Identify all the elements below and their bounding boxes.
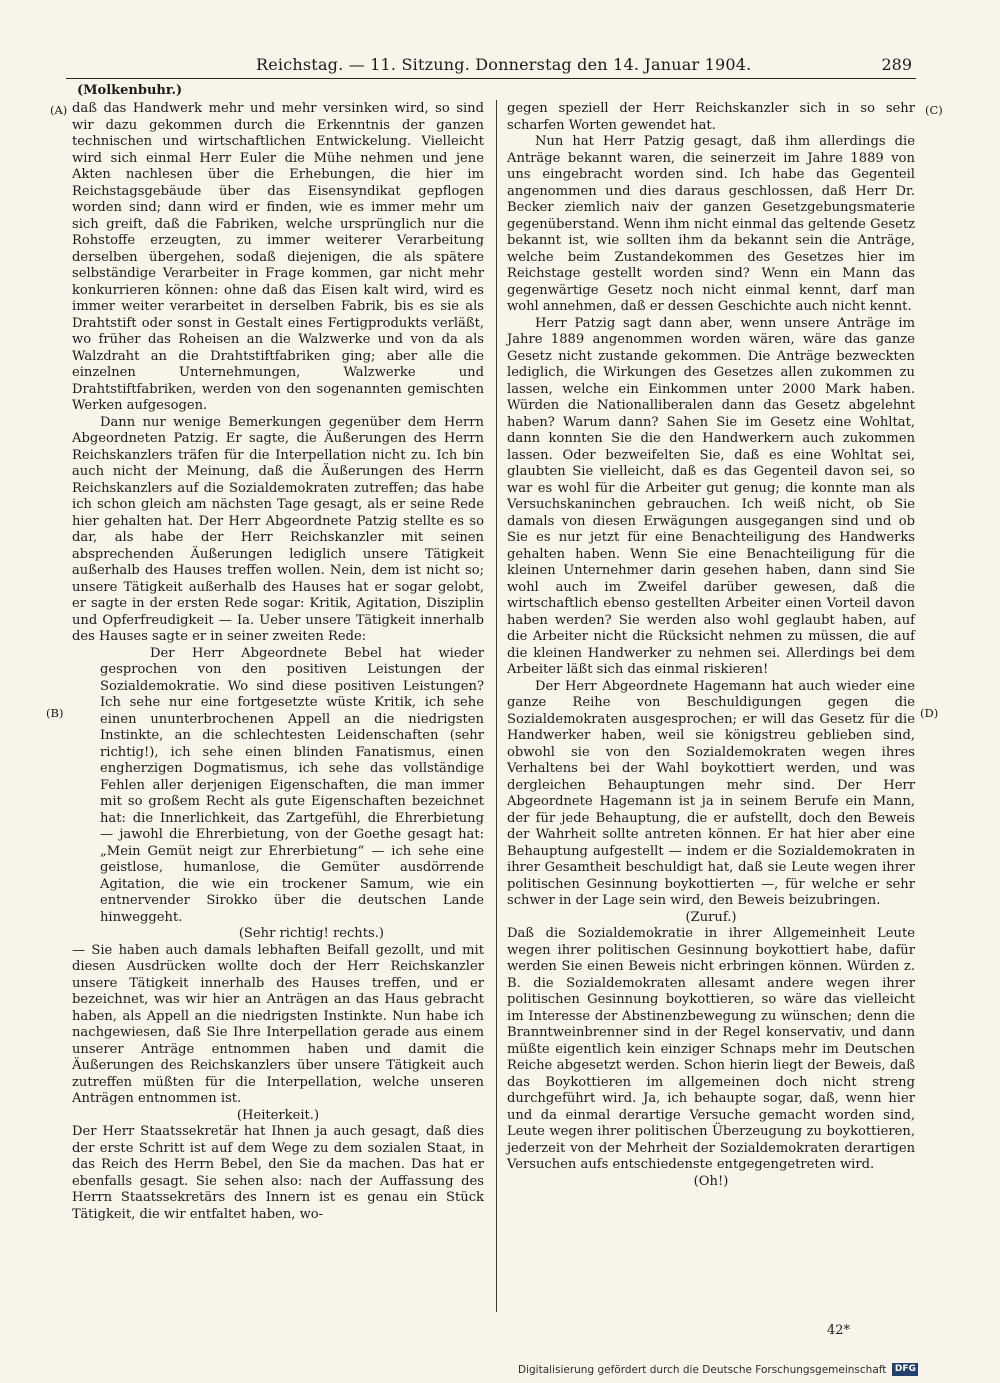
speaker-label: (Molkenbuhr.) [77,83,183,98]
paragraph: gegen speziell der Herr Reichskanzler sich in so sehr scharfen Worten gewendet hat. [507,101,915,133]
margin-marker-d: (D) [920,706,939,720]
dfg-logo-icon: DFG [892,1363,918,1376]
header-rule [66,78,916,79]
sheet-signature: 42* [827,1323,851,1338]
interjection: (Zuruf.) [685,909,737,925]
paragraph: daß das Handwerk mehr und mehr versinken wird, so sind wir dazu gekommen durch die Erkenntnis der ganzen technischen und wirtschaftlichen Entwickelung. Vielleicht wird sich einmal Herr Euler die Mühe nehmen und jene Akten nachlesen über die Erhebungen, die hier im Reichstagsgebäude über das Eisensyndikat gepflogen worden sind; dann wird er finden, wie es immer mehr um sich greift, daß die Fabriken, welche ursprünglich nur die Rohstoffe erzeugten, zu immer weiterer Verarbeitung derselben übergehen, sodaß diejenigen, die als spätere selbständige Verarbeiter in Frage kommen, gar nicht mehr konkurrieren können: ohne daß das Eisen kalt wird, wird es immer weiter verarbeitet in derselben Fabrik, bis es sie als Drahtstift oder sonst in Gestalt eines Fertigprodukts verläßt, wo früher das Roheisen an die Walzwerke und von da als Walzdraht an die Drahtstiftfabriken ging; aber alle die einzelnen Unternehmungen, Walzwerke und Drahtstiftfabriken, werden von den sogenannten gemischten Werken aufgesogen. [72,101,484,413]
left-column [72,101,484,1223]
margin-marker-c: (C) [925,103,943,117]
block-quote: Der Herr Abgeordnete Bebel hat wieder gesprochen von den positiven Leistungen der Sozialdemokratie. Wo sind diese positiven Leistungen? Ich sehe nur eine fortgesetzte wüste Kritik, ich sehe einen ununterbrochenen Appell an die niedrigsten Instinkte, an die schlechtesten Leidenschaften (sehr richtig!), ich sehe einen blinden Fanatismus, einen engherzigen Dogmatismus, ich sehe das vollständige Fehlen aller derjenigen Eigenschaften, die man immer mit so großem Recht als gute Eigenschaften bezeichnet hat: die Innerlichkeit, das Zartgefühl, die Ehrerbietung — jawohl die Ehrerbietung, von der Goethe gesagt hat: „Mein Gemüt neigt zur Ehrerbietung“ — ich sehe eine geistlose, humanlose, die Gemüter ausdörrende Agitation, die wie ein trockener Samum, wie ein entnervender Sirokko über die deutschen Lande hinweggeht. [100,645,484,925]
margin-marker-a: (A) [50,103,68,117]
interjection: (Oh!) [693,1173,729,1189]
interjection: (Sehr richtig! rechts.) [238,926,384,941]
paragraph: Nun hat Herr Patzig gesagt, daß ihm allerdings die Anträge bekannt waren, die seinerzeit im Jahre 1889 von uns eingebracht worden sind. Ich habe das Gegenteil angenommen und dies daraus geschlossen, daß Herr Dr. Becker ziemlich naiv der ganzen Gesetzgebungsmaterie gegenüberstand. Wenn ihm nicht einmal das geltende Gesetz bekannt ist, wie sollten ihm da bekannt sein die Anträge, welche beim Zustandekommen des Gesetzes hier im Reichstage gestellt worden sind? Wenn ein Mann das gegenwärtige Gesetz noch nicht einmal kennt, darf man wohl annehmen, daß er dessen Geschichte auch nicht kennt. [507,134,915,314]
running-title: Reichstag. — 11. Sitzung. Donnerstag den 14. Januar 1904. [256,55,752,74]
column-divider [496,100,497,1312]
footer [518,1363,918,1376]
paragraph: Dann nur wenige Bemerkungen gegenüber dem Herrn Abgeordneten Patzig. Er sagte, die Äußerungen des Herrn Reichskanzlers träfen für die Interpellation nicht zu. Ich bin auch nicht der Meinung, daß die Äußerungen des Herrn Reichskanzlers auf die Sozialdemokraten zutreffen; das habe ich schon gleich am nächsten Tage gesagt, als er seine Rede hier gehalten hat. Der Herr Abgeordnete Patzig stellte es so dar, als habe der Herr Reichskanzler mit seinen absprechenden Äußerungen lediglich unsere Tätigkeit außerhalb des Hauses treffen wollen. Nein, dem ist nicht so; unsere Tätigkeit außerhalb des Hauses hat er sogar gelobt, er sagte in der ersten Rede sogar: Kritik, Agitation, Disziplin und Opferfreudigkeit — Ia. Ueber unsere Tätigkeit innerhalb des Hauses sagte er in seiner zweiten Rede: [72,414,484,644]
right-column [507,101,915,1190]
paragraph: Daß die Sozialdemokratie in ihrer Allgemeinheit Leute wegen ihrer politischen Gesinnung boykottiert habe, dafür werden Sie einen Beweis nicht erbringen können. Würden z. B. die Sozialdemokraten allesamt andere wegen ihrer politischen Gesinnung boykottieren, so wäre das vielleicht im Interesse der Abstinenzbewegung zu wünschen; denn die Branntweinbrenner sind in der Regel konservativ, und dann müßte eigentlich kein einziger Schnaps mehr im Deutschen Reiche abgesetzt werden. Schon hierin liegt der Beweis, daß das Boykottieren im allgemeinen doch nicht streng durchgeführt wird. Ja, ich behaupte sogar, daß, wenn hier und da einmal derartige Versuche gemacht worden sind, Leute wegen ihrer politischen Überzeugung zu boykottieren, jederzeit von der Mehrheit der Sozialdemokraten derartigen Versuchen aufs entschiedenste entgegengetreten wird. [507,926,915,1172]
page-number: 289 [881,55,912,74]
interjection: (Heiterkeit.) [236,1107,320,1123]
footer-credit: Digitalisierung gefördert durch die Deutsche Forschungsgemeinschaft [518,1363,887,1376]
running-header [66,55,912,77]
margin-marker-b: (B) [46,706,64,720]
paragraph: — Sie haben auch damals lebhaften Beifall gezollt, und mit diesen Ausdrücken wollte doch der Herr Reichskanzler unsere Tätigkeit innerhalb des Hauses treffen, und er bezeichnet, was wir hier an Anträgen an das Haus gebracht haben, als Appell an die niedrigsten Instinkte. Nun habe ich nachgewiesen, daß Sie Ihre Interpellation gerade aus einem unserer Anträge entnommen haben und damit die Äußerungen des Reichskanzlers über unsere Tätigkeit auch zutreffen müßten für die Interpellation, welche unseren Anträgen entnommen ist. [72,942,484,1106]
paragraph: Herr Patzig sagt dann aber, wenn unsere Anträge im Jahre 1889 angenommen worden wären, wäre das ganze Gesetz nicht zustande gekommen. Die Anträge bezweckten lediglich, die Wirkungen des Gesetzes allen zukommen zu lassen, welche ein Einkommen unter 2000 Mark haben. Würden die Nationalliberalen dann das Gesetz abgelehnt haben? Warum dann? Sahen Sie im Gesetz eine Wohltat, dann konnten Sie die den Handwerkern auch zukommen lassen. Oder bezweifelten Sie, daß es eine Wohltat sei, glaubten Sie vielleicht, daß es das Gegenteil davon sei, so war es wohl für die Arbeiter gut genug; die konnte man als Versuchskaninchen gebrauchen. Ich weiß nicht, ob Sie damals von diesen Erwägungen ausgegangen sind und ob Sie es nur jetzt für eine Benachteiligung des Handwerks gehalten haben. Wenn Sie eine Benachteiligung für die kleinen Unternehmer darin gesehen haben, dann sind Sie wohl auch im Zweifel darüber gewesen, daß die wirtschaftlich ebenso gestellten Arbeiter einen Vorteil davon haben werden? Sie werden also wohl geglaubt haben, auf die Arbeiter nicht die Rücksicht nehmen zu müssen, die auf die kleinen Handwerker zu nehmen sei. Allerdings bei dem Arbeiter läßt sich das einmal riskieren! [507,315,915,677]
paragraph: Der Herr Staatssekretär hat Ihnen ja auch gesagt, daß dies der erste Schritt ist auf dem Wege zu dem sozialen Staat, in das Reich des Herrn Bebel, den Sie da machen. Das hat er ebenfalls gesagt. Sie sehen also: nach der Auffassung des Herrn Staatssekretärs des Innern ist es genau ein Stück Tätigkeit, die wir entfaltet haben, wo- [72,1124,484,1222]
paragraph: Der Herr Abgeordnete Hagemann hat auch wieder eine ganze Reihe von Beschuldigungen gegen die Sozialdemokraten ausgesprochen; er will das Gesetz für die Handwerker haben, weil sie königstreu geblieben sind, obwohl sie von den Sozialdemokraten wegen ihres Verhaltens bei der Wahl boykottiert werden, und was dergleichen Behauptungen mehr sind. Der Herr Abgeordnete Hagemann ist ja in seinem Berufe ein Mann, der für jede Behauptung, die er aufstellt, doch den Beweis der Wahrheit sollte antreten können. Er hat hier aber eine Behauptung aufgestellt — indem er die Sozialdemokraten in ihrer Gesamtheit beschuldigt hat, daß sie Leute wegen ihrer politischen Gesinnung boykottierten —, für welche er sehr schwer in der Lage sein wird, den Beweis beizubringen. [507,678,915,908]
